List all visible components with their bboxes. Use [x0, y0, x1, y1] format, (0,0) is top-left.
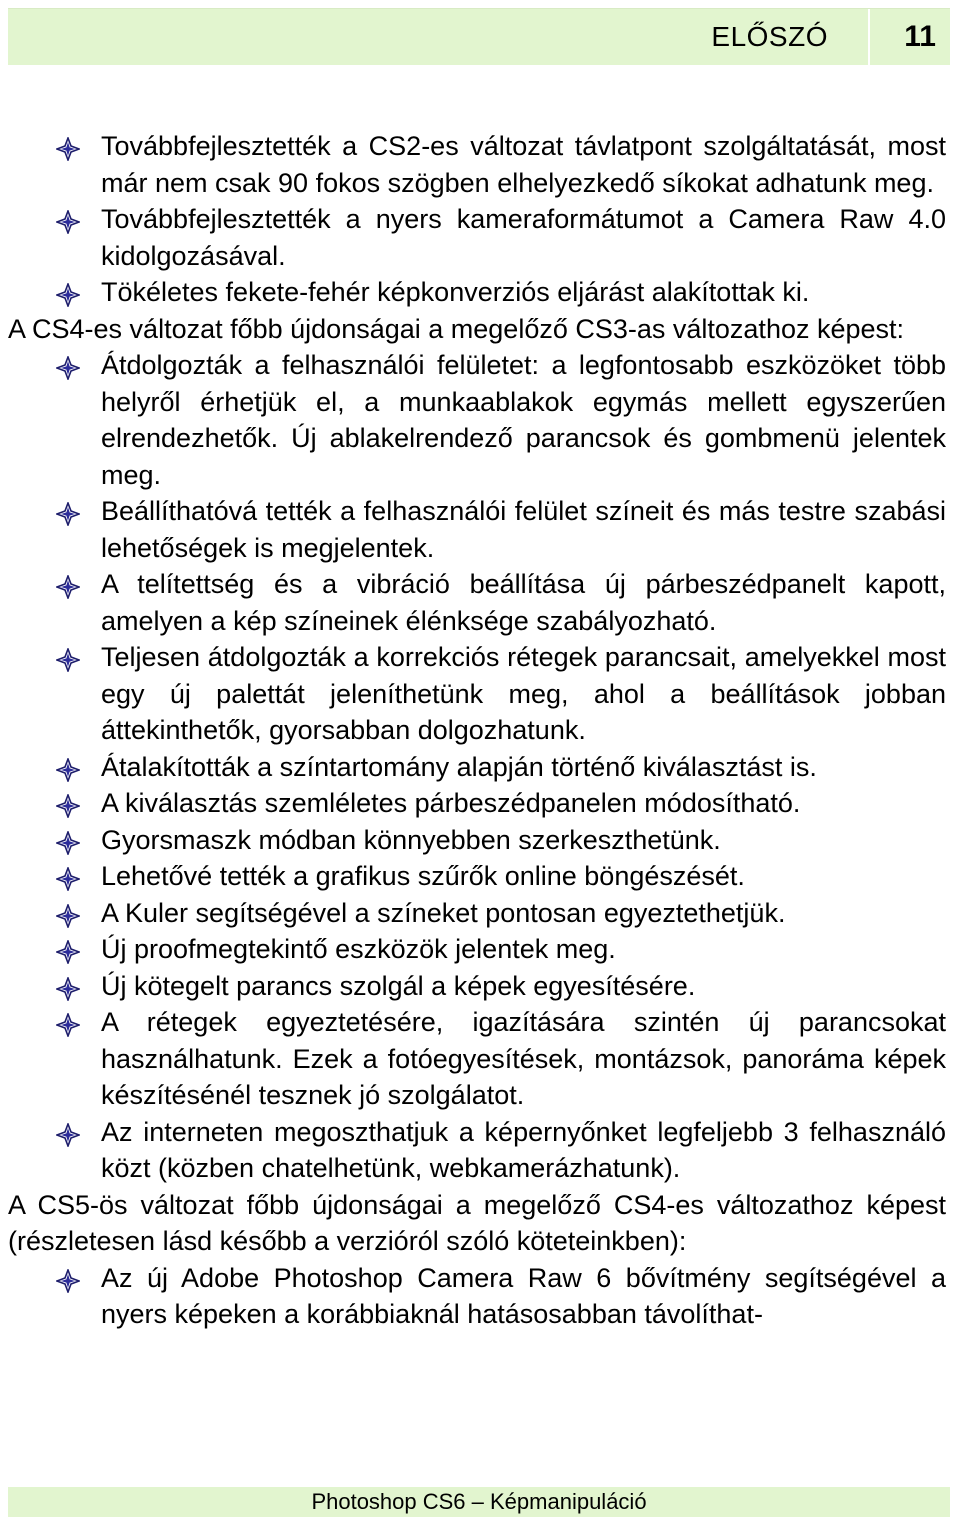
star-bullet-icon: [56, 755, 80, 779]
bullet-item: [8, 1260, 946, 1333]
page-number: 11: [904, 20, 936, 53]
bullet-text: A telítettség és a vibráció beállítása új párbeszédpanelt kapott, amelyen a kép színeinek élénksége szabályozható.: [101, 569, 946, 636]
bullet-item: [8, 347, 946, 493]
page-footer: [8, 1487, 950, 1517]
bullet-text: Lehetővé tették a grafikus szűrők online böngészését.: [101, 861, 745, 891]
bullet-text: A rétegek egyeztetésére, igazítására szintén új parancsokat használhatunk. Ezek a fotóegyesítések, montázsok, panoráma képek készítésénél tesznek jó szolgálatot.: [101, 1007, 946, 1110]
star-bullet-icon: [56, 864, 80, 888]
star-bullet-icon: [56, 1266, 80, 1290]
bullet-text: A Kuler segítségével a színeket pontosan egyeztethetjük.: [101, 897, 786, 928]
star-bullet-icon: [56, 937, 80, 961]
bullet-item: [8, 274, 946, 311]
bullet-item: [8, 1004, 946, 1114]
bullet-item: [8, 566, 946, 639]
star-bullet-icon: [56, 353, 80, 377]
bullet-item: [8, 128, 946, 201]
bullet-text: Teljesen átdolgozták a korrekciós rétegek parancsait, amelyekkel most egy új palettát jeleníthetünk meg, ahol a beállítások jobban áttekinthetők, gyorsabban dolgozhatunk.: [101, 642, 946, 745]
star-bullet-icon: [56, 828, 80, 852]
star-bullet-icon: [56, 572, 80, 596]
bullet-item: [8, 749, 946, 786]
bullet-item: [8, 968, 946, 1005]
star-bullet-icon: [56, 974, 80, 998]
bullet-item: [8, 493, 946, 566]
star-bullet-icon: [56, 1010, 80, 1034]
bullet-text: Új kötegelt parancs szolgál a képek egyesítésére.: [101, 970, 696, 1001]
bullet-text: Az interneten megoszthatjuk a képernyőnket legfeljebb 3 felhasználó közt (közben chatelhetünk, webkamerázhatunk).: [101, 1116, 946, 1183]
star-bullet-icon: [56, 901, 80, 925]
body-paragraph: A CS5-ös változat főbb újdonságai a megelőző CS4-es változathoz képest (részletesen lásd később a verzióról szóló köteteinkben):: [8, 1189, 946, 1256]
star-bullet-icon: [56, 645, 80, 669]
chapter-title: ELŐSZÓ: [711, 21, 828, 52]
footer-text: Photoshop CS6 – Képmanipuláció: [311, 1489, 647, 1514]
bullet-text: Tökéletes fekete-fehér képkonverziós eljárást alakítottak ki.: [101, 277, 810, 307]
bullet-item: [8, 639, 946, 749]
page-content: [8, 128, 946, 1333]
bullet-item: [8, 895, 946, 932]
bullet-text: Új proofmegtekintő eszközök jelentek meg.: [101, 934, 616, 964]
header-divider: [868, 9, 870, 65]
star-bullet-icon: [56, 791, 80, 815]
bullet-text: Továbbfejlesztették a nyers kameraformátumot a Camera Raw 4.0 kidolgozásával.: [101, 204, 946, 271]
page-header: [8, 8, 950, 65]
bullet-item: [8, 1114, 946, 1187]
bullet-text: Az új Adobe Photoshop Camera Raw 6 bővítmény segítségével a nyers képeken a korábbiaknál hatásosabban távolíthat-: [101, 1262, 946, 1329]
star-bullet-icon: [56, 134, 80, 158]
bullet-text: A kiválasztás szemléletes párbeszédpanelen módosítható.: [101, 788, 801, 818]
body-paragraph: A CS4-es változat főbb újdonságai a megelőző CS3-as változathoz képest:: [8, 313, 905, 344]
bullet-item: [8, 201, 946, 274]
bullet-text: Gyorsmaszk módban könnyebben szerkeszthetünk.: [101, 824, 721, 855]
bullet-item: [8, 858, 946, 895]
bullet-text: Átdolgozták a felhasználói felületet: a legfontosabb eszközöket több helyről érhetjük el, a munkaablakok egymás mellett egyszerűen elrendezhetők. Új ablakelrendező parancsok és gombmenü jelentek meg.: [101, 350, 946, 490]
bullet-item: [8, 931, 946, 968]
bullet-text: Átalakították a színtartomány alapján történő kiválasztást is.: [101, 751, 817, 782]
bullet-text: Beállíthatóvá tették a felhasználói felület színeit és más testre szabási lehetőségek is megjelentek.: [101, 496, 946, 563]
star-bullet-icon: [56, 499, 80, 523]
star-bullet-icon: [56, 207, 80, 231]
bullet-item: [8, 785, 946, 822]
star-bullet-icon: [56, 280, 80, 304]
bullet-item: [8, 822, 946, 859]
bullet-text: Továbbfejlesztették a CS2-es változat távlatpont szolgáltatását, most már nem csak 90 fokos szögben elhelyezkedő síkokat adhatunk meg.: [101, 131, 946, 198]
star-bullet-icon: [56, 1120, 80, 1144]
